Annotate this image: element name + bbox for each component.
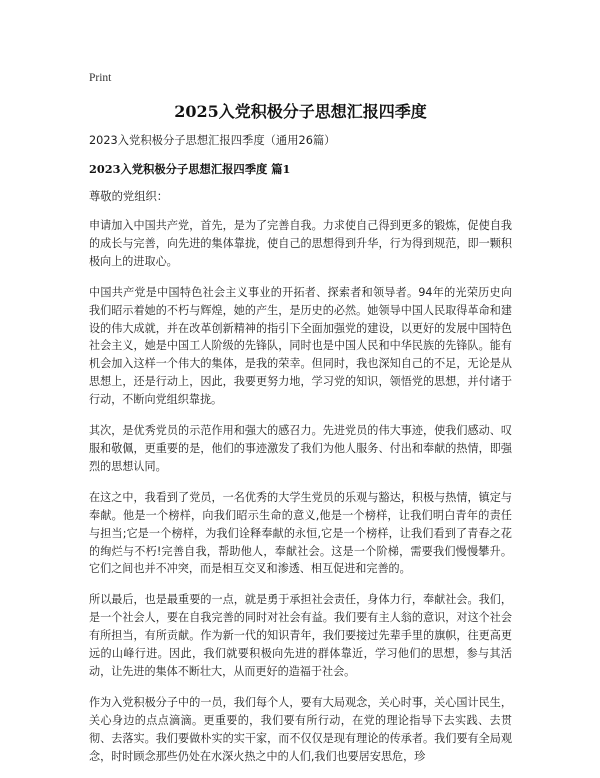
body-paragraph-5: 所以最后，也是最重要的一点，就是勇于承担社会责任，身体力行，奉献社会。我们，是一个社会人，要在自我完善的同时对社会有益。我们要有主人翁的意识，对这个社会有所担当，有所贡献。作为新一代的知识青年，我们要接过先辈手里的旗帜，往更高更远的山峰行进。因此，我们就要积极向先进的群体靠近，学习他们的思想，参与其活动，让先进的集体不断壮大，从而更好的造福于社会。 (89, 593, 512, 678)
print-link[interactable]: Print (89, 72, 112, 84)
section-heading: 2023入党积极分子思想汇报四季度 篇1 (89, 162, 291, 176)
body-paragraph-3: 其次，是优秀党员的示范作用和强大的感召力。先进党员的伟大事迹，使我们感动、叹服和敬佩，更重要的是，他们的事迹激发了我们为他人服务、付出和奉献的热情，即强烈的思想认同。 (89, 424, 512, 473)
body-paragraph-6: 作为入党积极分子中的一员，我们每个人，要有大局观念，关心时事，关心国计民生，关心身边的点点滴滴。更重要的，我们要有所行动，在党的理论指导下去实践、去贯彻、去落实。我们要做朴实的实干家，而不仅仅是现有理论的传承者。我们要有全局观念，时时顾念那些仍处在水深火热之中的人们,我们也要居安思危，珍 (89, 695, 512, 763)
body-paragraph-4: 在这之中，我看到了党员，一名优秀的大学生党员的乐观与豁达，积极与热情，镇定与奉献。他是一个榜样，向我们昭示生命的意义,他是一个榜样，让我们明白青年的责任与担当;它是一个榜样，为我们诠释奉献的永恒,它是一个榜样，让我们看到了青春之花的绚烂与不朽!完善自我，帮助他人，奉献社会。这是一个阶梯，需要我们慢慢攀升。它们之间也并不冲突，而是相互交叉和渗透、相互促进和完善的。 (89, 490, 512, 576)
body-paragraph-1: 申请加入中国共产党，首先，是为了完善自我。力求使自己得到更多的锻炼，促使自我的成长与完善，向先进的集体靠拢，使自己的思想得到升华，行为得到规范，即一颗积极向上的进取心。 (89, 219, 512, 268)
body-paragraph-2: 中国共产党是中国特色社会主义事业的开拓者、探索者和领导者。94年的光荣历史向我们昭示着她的不朽与辉煌，她的产生，是历史的必然。她领导中国人民取得革命和建设的伟大成就，并在改革创新精神的指引下全面加强党的建设，以更好的发展中国特色社会主义，她是中国工人阶级的先锋队，同时也是中国人民和中华民族的先锋队。能有机会加入这样一个伟大的集体，是我的荣幸。但同时，我也深知自己的不足，无论是从思想上，还是行动上，因此，我要更努力地，学习党的知识，领悟党的思想，并付诸于行动，不断向党组织靠拢。 (89, 285, 512, 407)
document-subtitle: 2023入党积极分子思想汇报四季度（通用26篇） (89, 134, 336, 147)
document-body (89, 217, 512, 778)
greeting-line: 尊敬的党组织： (89, 190, 169, 203)
page-title: 2025入党积极分子思想汇报四季度 (174, 102, 427, 121)
